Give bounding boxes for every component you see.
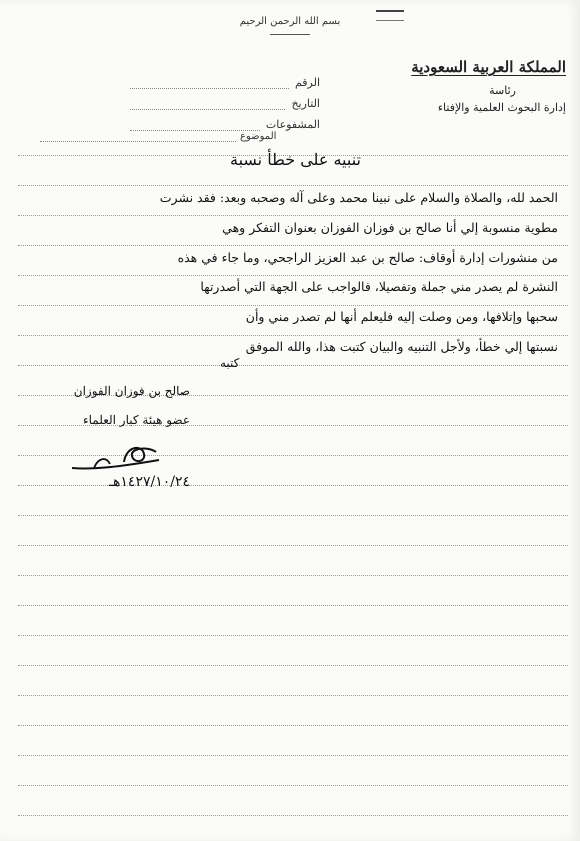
attachments-blank xyxy=(130,120,260,131)
date-field xyxy=(130,89,320,110)
subject-handwritten: تنبيه على خطأ نسبة xyxy=(230,150,361,169)
subject-blank xyxy=(40,141,236,142)
signatory-title: عضو هيئة كبار العلماء xyxy=(83,413,190,427)
subject-label: الموضوع xyxy=(240,131,277,142)
body-line: الحمد لله، والصلاة والسلام على نبينا محمد وعلى آله وصحبه وبعد: فقد نشرت xyxy=(159,190,558,205)
closing-word: كتبه xyxy=(220,356,240,370)
letterhead-presidency: رئاسة xyxy=(489,84,516,97)
number-field xyxy=(130,68,320,89)
body-line: مطوية منسوبة إلي أنا صالح بن فوزان الفوزان بعنوان التفكر وهي xyxy=(222,219,558,235)
signatory-name: صالح بن فوزان الفوزان xyxy=(73,384,190,398)
reference-fields xyxy=(130,68,320,131)
letterhead-kingdom: المملكة العربية السعودية xyxy=(411,58,566,76)
letterhead-department: إدارة البحوث العلمية والإفتاء xyxy=(437,101,566,114)
attachments-label: المشفوعات xyxy=(265,118,320,131)
letter-body xyxy=(38,183,558,362)
attachments-field xyxy=(130,110,320,131)
number-label: الرقم xyxy=(294,76,320,89)
number-blank xyxy=(130,78,289,89)
header-ornament-mark xyxy=(376,10,404,21)
basmala-ornament xyxy=(270,34,310,39)
letterhead xyxy=(406,58,566,114)
date-label: التاريخ xyxy=(291,97,320,110)
body-line: من منشورات إدارة أوقاف: صالح بن عبد العزيز الراجحي، وما جاء في هذه xyxy=(177,249,558,265)
date-blank xyxy=(130,99,285,110)
body-line: سحبها وإتلافها، ومن وصلت إليه فليعلم أنها لم تصدر مني وأن xyxy=(245,309,558,325)
basmala-heading: بسم الله الرحمن الرحيم xyxy=(239,16,341,27)
body-line: نسبتها إلي خطأ، ولأجل التنبيه والبيان كتبت هذا، والله الموفق xyxy=(245,338,558,354)
handwritten-signature xyxy=(64,438,174,478)
signed-date: ١٤٢٧/١٠/٢٤هـ xyxy=(108,474,190,490)
body-line: النشرة لم يصدر مني جملة وتفصيلا، فالواجب على الجهة التي أصدرتها xyxy=(200,279,558,295)
